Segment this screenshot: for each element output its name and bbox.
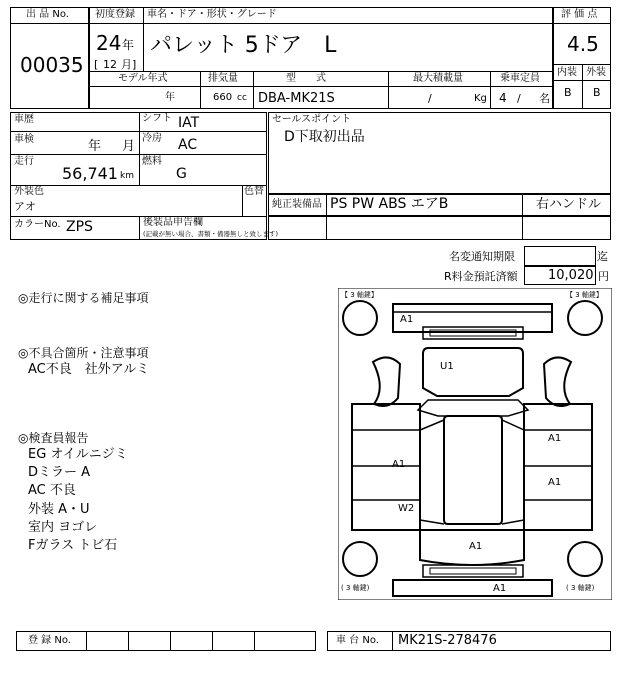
history-label: 車歴 <box>14 114 34 125</box>
displacement-value: 660 <box>213 92 233 103</box>
mirror-left <box>373 357 400 406</box>
equipment-extra-box <box>268 216 611 240</box>
inspector-line: 室内 ヨゴレ <box>28 520 98 535</box>
sales-point-label: セールスポイント <box>272 114 352 125</box>
car-condition-diagram <box>338 288 612 600</box>
color-no-label: カラーNo. <box>14 219 61 230</box>
name-change-deadline-unit: 迄 <box>597 250 608 263</box>
capacity-label: 乗車定員 <box>500 73 540 84</box>
mileage-value: 56,741 <box>62 164 118 183</box>
displacement-label: 排気量 <box>208 73 238 84</box>
exterior-grade: B <box>593 86 601 99</box>
shift-label: シフト <box>142 113 172 124</box>
year-unit: 年 <box>122 38 135 52</box>
model-year-unit: 年 <box>165 92 175 103</box>
shift-value: IAT <box>178 115 200 131</box>
recycle-fee-label: R料金預託済額 <box>444 270 518 283</box>
type-label: 型 式 <box>286 73 326 84</box>
aftermarket-label: 後装品申告欄 <box>143 217 203 228</box>
roof-outline <box>444 416 502 524</box>
bracket-left-bottom: ( 3 軸鍵) <box>341 584 370 592</box>
front-bumper-outline <box>393 304 552 332</box>
bracket-left-top: 【 3 軸鍵】 <box>341 291 378 299</box>
max-load-unit: Kg <box>474 93 487 104</box>
color-no-value: ZPS <box>66 219 93 235</box>
registration-number-label: 登 録 No. <box>28 635 71 646</box>
score-label: 評 価 点 <box>561 9 598 20</box>
rear-bumper-outline <box>393 580 552 596</box>
inspector-line: AC 不良 <box>28 483 76 498</box>
defects-text: AC不良 社外アルミ <box>28 362 150 377</box>
inspector-line: 外装 A・U <box>28 502 90 517</box>
type-code: DBA-MK21S <box>258 91 335 106</box>
bracket-right-bottom: ( 3 軸鍵) <box>566 584 595 592</box>
mark-right-front: A1 <box>548 433 562 444</box>
mark-left-rear: W2 <box>398 503 415 514</box>
max-load-label: 最大積載量 <box>413 73 463 84</box>
mark-front-bumper: A1 <box>400 314 414 325</box>
name-change-deadline-box <box>524 246 596 266</box>
capacity-unit: 名 <box>539 92 550 105</box>
mileage-label: 走行 <box>14 156 34 167</box>
bracket-right-top: 【 3 軸鍵】 <box>566 291 603 299</box>
capacity-value: 4 <box>499 91 507 105</box>
lot-number: 00035 <box>20 53 84 77</box>
wheel-rear-right <box>568 542 602 576</box>
color-value: アオ <box>14 200 36 213</box>
first-registration-year: 24 <box>96 31 122 55</box>
steering-value: 右ハンドル <box>536 197 602 212</box>
interior-label: 内装 <box>557 67 577 78</box>
right-side-outline <box>524 404 592 530</box>
fuel-label: 燃料 <box>142 156 162 167</box>
defects-heading: ◎不具合箇所・注意事項 <box>18 346 149 360</box>
month-unit: 月] <box>121 58 137 71</box>
inspector-line: EG オイルニジミ <box>28 447 128 462</box>
mark-hood: U1 <box>440 361 454 372</box>
exterior-label: 外装 <box>586 67 606 78</box>
inspector-line: Fガラス トビ石 <box>28 538 118 553</box>
first-registration-label: 初度登録 <box>95 9 135 20</box>
overall-score: 4.5 <box>567 32 599 56</box>
capacity-separator: / <box>517 92 521 105</box>
aircon-label: 冷房 <box>142 133 162 144</box>
wheel-front-left <box>343 301 377 335</box>
mileage-unit: km <box>120 171 134 181</box>
mark-rear-bumper: A1 <box>493 583 507 594</box>
color-label: 外装色 <box>14 186 44 197</box>
inspection-label: 車検 <box>14 134 34 145</box>
month-bracket: [ <box>94 58 99 71</box>
fuel-value: G <box>176 166 187 182</box>
recycle-fee-value: 10,020 <box>548 268 594 283</box>
mark-left-side: A1 <box>392 459 406 470</box>
hood-outline <box>423 348 523 396</box>
aircon-value: AC <box>178 137 198 153</box>
car-name-label: 車名・ドア・形状・グレード <box>147 9 277 20</box>
mirror-right <box>544 357 571 406</box>
inspector-report-heading: ◎検査員報告 <box>18 431 89 445</box>
aftermarket-note: (記載が無い場合、書類・備器無しと致します) <box>143 230 279 238</box>
equipment-label: 純正装備品 <box>272 199 322 210</box>
max-load-value: / <box>428 92 432 105</box>
driving-notes-heading: ◎走行に関する補足事項 <box>18 291 149 305</box>
lot-number-label: 出 品 No. <box>26 9 69 20</box>
mark-rear-gate: A1 <box>469 541 483 552</box>
first-registration-month: 12 <box>103 58 117 71</box>
equipment-list: PS PW ABS エアB <box>330 196 449 212</box>
wheel-front-right <box>568 301 602 335</box>
interior-grade: B <box>564 86 572 99</box>
inspection-year-unit: 年 <box>88 139 102 154</box>
chassis-number-value: MK21S-278476 <box>398 633 497 648</box>
color-change-label: 色替 <box>244 186 264 197</box>
displacement-unit: cc <box>237 93 247 103</box>
sales-point-text: D下取初出品 <box>284 129 365 145</box>
inspector-line: Dミラー A <box>28 465 91 480</box>
mark-right-rear: A1 <box>548 477 562 488</box>
recycle-fee-unit: 円 <box>598 270 609 283</box>
car-name: パレット 5ドア L <box>150 33 337 58</box>
chassis-number-label: 車 台 No. <box>336 635 379 646</box>
model-year-label: モデル年式 <box>118 73 168 84</box>
wheel-rear-left <box>343 542 377 576</box>
inspection-month-unit: 月 <box>122 139 136 154</box>
name-change-deadline-label: 名変通知期限 <box>449 250 515 263</box>
